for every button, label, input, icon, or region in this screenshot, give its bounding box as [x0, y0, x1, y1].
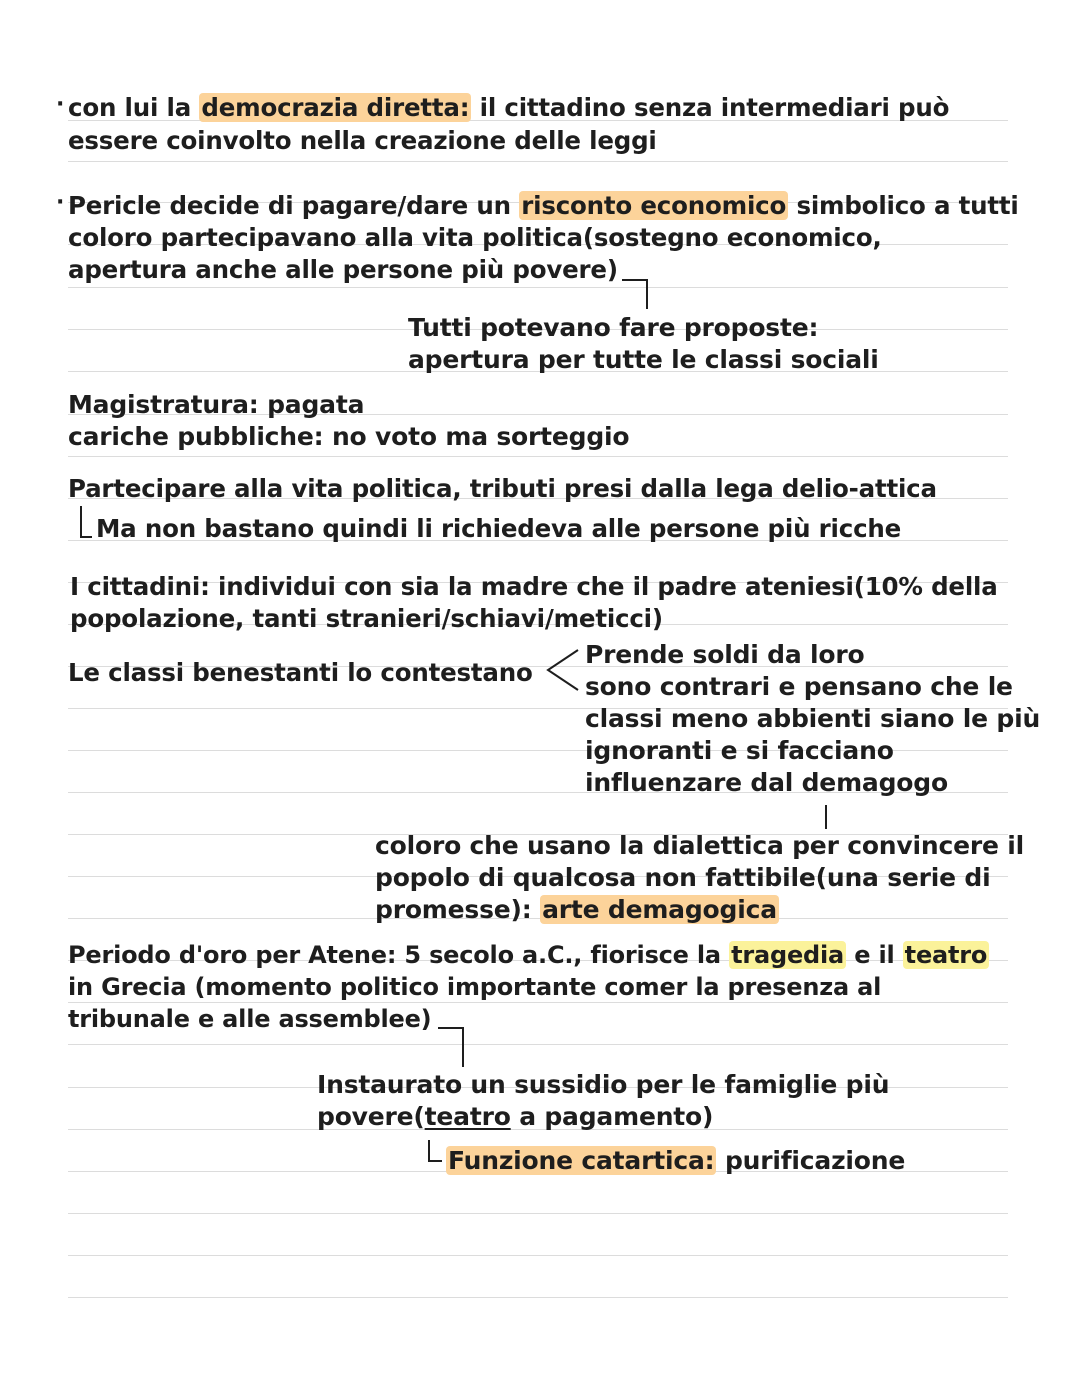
highlight-risconto-economico: risconto economico	[521, 191, 787, 220]
bullet-dot: ·	[56, 92, 65, 117]
highlight-teatro: teatro	[904, 941, 988, 969]
sussidio-line-1: Instaurato un sussidio per le famiglie più	[317, 1070, 890, 1099]
partecipare-line: Partecipare alla vita politica, tributi presi dalla lega delio-attica	[68, 474, 937, 503]
ruled-line	[68, 1044, 1008, 1045]
classi-benestanti-line: Le classi benestanti lo contestano	[68, 658, 533, 687]
non-bastano-line: Ma non bastano quindi li richiedeva alle persone più ricche	[96, 514, 902, 543]
periodo-line-3: tribunale e alle assemblee)	[68, 1005, 432, 1033]
pericle-line-2: coloro partecipavano alla vita politica(sostegno economico,	[68, 223, 882, 252]
connector-line	[80, 506, 82, 538]
cittadini-line-2: popolazione, tanti stranieri/schiavi/meticci)	[70, 604, 663, 633]
connector-line	[622, 279, 648, 281]
connector-line	[646, 279, 648, 309]
connector-line	[428, 1140, 430, 1162]
highlight-funzione-catartica: Funzione catartica:	[448, 1146, 715, 1175]
ruled-line	[68, 161, 1008, 162]
contrari-line-2: classi meno abbienti siano le più	[585, 704, 1041, 733]
connector-line	[80, 536, 92, 538]
ruled-line	[68, 1255, 1008, 1256]
connector-line	[462, 1027, 464, 1067]
demagogo-line-1: coloro che usano la dialettica per convincere il	[375, 831, 1024, 860]
magistratura-line: Magistratura: pagata	[68, 390, 365, 419]
proposte-line-2: apertura per tutte le classi sociali	[408, 345, 879, 374]
contrari-line-3: ignoranti e si facciano	[585, 736, 894, 765]
cittadini-line-1: I cittadini: individui con sia la madre che il padre ateniesi(10% della	[70, 572, 998, 601]
contrari-line-4: influenzare dal demagogo	[585, 768, 948, 797]
pericle-line-3: apertura anche alle persone più povere)	[68, 255, 618, 284]
highlight-arte-demagogica: arte demagogica	[542, 895, 777, 924]
periodo-line-1: Periodo d'oro per Atene: 5 secolo a.C., fiorisce la tragedia e il teatro	[68, 941, 988, 969]
proposte-line-1: Tutti potevano fare proposte:	[408, 313, 819, 342]
periodo-line-2: in Grecia (momento politico importante comer la presenza al	[68, 973, 882, 1001]
pericle-line-1: Pericle decide di pagare/dare un risconto economico simbolico a tutti	[68, 191, 1019, 220]
highlight-democrazia-diretta: democrazia diretta:	[201, 93, 470, 122]
demagogo-line-2: popolo di qualcosa non fattibile(una serie di	[375, 863, 991, 892]
democrazia-line-2: essere coinvolto nella creazione delle leggi	[68, 126, 657, 155]
branch-bracket	[544, 646, 580, 694]
ruled-line	[68, 1297, 1008, 1298]
democrazia-line-1: con lui la democrazia diretta: il cittadino senza intermediari può	[68, 93, 950, 122]
connector-line	[428, 1160, 442, 1162]
ruled-line	[68, 456, 1008, 457]
underlined-teatro: teatro	[424, 1102, 511, 1131]
cariche-line: cariche pubbliche: no voto ma sorteggio	[68, 422, 630, 451]
highlight-tragedia: tragedia	[731, 941, 845, 969]
contrari-line-1: sono contrari e pensano che le	[585, 672, 1013, 701]
ruled-line	[68, 1213, 1008, 1214]
prende-soldi-line: Prende soldi da loro	[585, 640, 865, 669]
funzione-catartica-line: Funzione catartica: purificazione	[448, 1146, 906, 1175]
connector-line	[825, 805, 827, 829]
connector-line	[438, 1027, 464, 1029]
sussidio-line-2: povere(teatro a pagamento)	[317, 1102, 714, 1131]
demagogo-line-3: promesse): arte demagogica	[375, 895, 777, 924]
bullet-dot: ·	[56, 190, 65, 215]
ruled-line	[68, 287, 1008, 288]
